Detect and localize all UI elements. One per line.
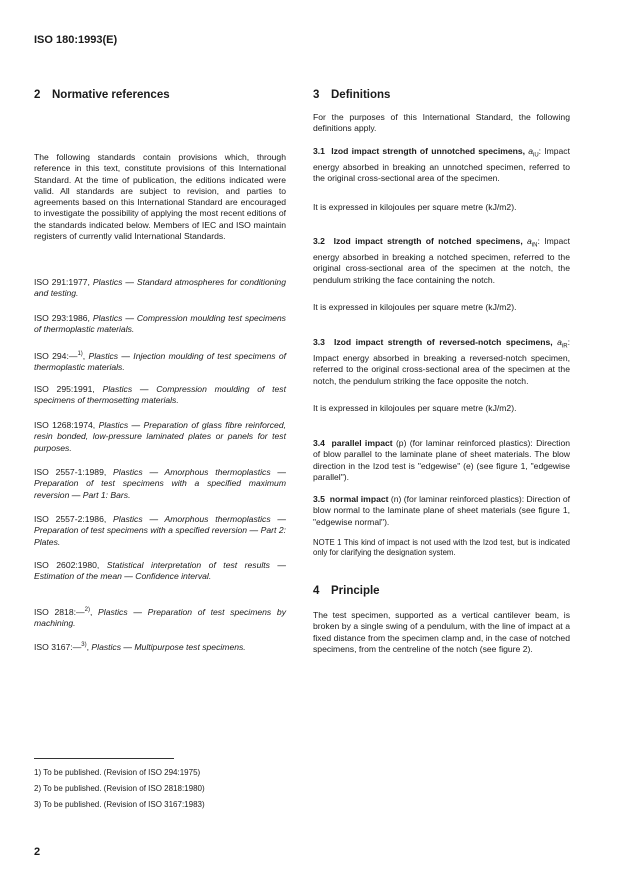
section-number: 3 — [313, 89, 320, 101]
clause-number: 3.5 — [313, 494, 325, 504]
clause-text: (p) (for laminar reinforced plastics): Direction of blow parallel to the laminate plane of sheet materials. The blow direction in the Izod test is "edgewise" (e) (see figure 1, "edgewise parallel"). — [313, 438, 570, 482]
clause-text: Impact energy absorbed in breaking a notched specimen, referred to the original cross-sectional area of the specimen at the notch, the pendulum striking the face containing the notch. — [313, 236, 570, 285]
clause-term: Izod impact strength of notched specimens, — [333, 236, 523, 246]
section-title: Definitions — [331, 89, 391, 101]
footnote-divider — [34, 758, 174, 759]
reference-number: ISO 2818:— — [34, 606, 85, 617]
page-number: 2 — [34, 846, 41, 858]
clause-term: parallel impact — [331, 438, 393, 448]
definition-3-5 — [313, 494, 570, 528]
reference-title: Plastics — Compression moulding test specimens of thermoplastic materials. — [34, 313, 286, 335]
reference-number: ISO 291:1977, — [34, 277, 90, 287]
symbol: a — [527, 236, 532, 246]
definition-3-1: 3.1 Izod impact strength of unnotched specimens, $a_{iU}$: Impact energy absorbed in breaking an unnotched specimen, referred to the original cross-sectional area of the specimen. — [313, 146, 570, 184]
reference-title: Plastics — Injection moulding of test specimens of thermoplastic materials. — [34, 350, 286, 373]
section-4-heading — [313, 586, 380, 597]
footnote-marker: 2) — [84, 607, 90, 613]
symbol-subscript: iU — [533, 152, 539, 159]
normative-reference — [34, 560, 286, 583]
normative-reference — [34, 514, 286, 548]
definition-3-4 — [313, 438, 570, 483]
normative-intro: The following standards contain provisions which, through reference in this text, constitute provisions of this International Standard. At the time of publication, the editions indicated were valid. All standards are subject to revision, and parties to agreements based on this International Standard are encouraged to investigate the possibility of applying the most recent editions of the standards indicated below. Members of IEC and ISO maintain registers of currently valid International Standards. — [34, 152, 286, 242]
normative-reference — [34, 277, 286, 300]
reference-number: ISO 3167:— — [34, 641, 82, 652]
normative-reference: ISO 3167:—$^{3)}$, Plastics — Multipurpose test specimens. — [34, 641, 246, 652]
normative-reference: ISO 294:—$^{1)}$, Plastics — Injection moulding of test specimens of thermoplastic materials. — [34, 350, 286, 373]
normative-reference: ISO 2818:—$^{2)}$, Plastics — Preparation of test specimens by machining. — [34, 606, 287, 629]
unit-text-3-2: It is expressed in kilojoules per square metre (kJ/m2). — [313, 302, 517, 312]
footnote-3: 3) To be published. (Revision of ISO 3167:1983) — [34, 800, 205, 809]
clause-text: (n) (for laminar reinforced plastics): Direction of blow normal to the laminate plane of sheet materials (see figure 1, "edgewise normal"). — [313, 494, 571, 527]
symbol: a — [528, 146, 533, 156]
reference-title: Plastics — Compression moulding of test specimens of thermosetting materials. — [34, 384, 286, 406]
reference-title: Plastics — Standard atmospheres for conditioning and testing. — [34, 277, 286, 299]
section-3-heading — [313, 90, 390, 101]
clause-text: Impact energy absorbed in breaking a reversed-notch specimen, referred to the original cross-sectional area of the specimen at the notch, the pendulum striking the face opposite the notch. — [313, 353, 570, 386]
reference-title: Statistical interpretation of test results — Estimation of the mean — Confidence interval. — [34, 560, 287, 582]
unit-text-3-3: It is expressed in kilojoules per square metre (kJ/m2). — [313, 403, 517, 413]
principle-text: The test specimen, supported as a vertical cantilever beam, is broken by a single swing of a pendulum, with the line of impact at a fixed distance from the specimen clamp and, in the case of notched specimens, from the centreline of the notch (see figure 2). — [313, 610, 570, 654]
definitions-intro: For the purposes of this International Standard, the following definitions apply. — [313, 112, 570, 134]
footnote-marker: 3) — [81, 642, 87, 648]
reference-number: ISO 293:1986, — [34, 313, 90, 323]
clause-number: 3.4 — [313, 438, 325, 448]
symbol-subscript: iN — [531, 242, 538, 249]
clause-number: 3.2 — [313, 236, 325, 246]
clause-term: Izod impact strength of reversed-notch specimens, — [333, 337, 553, 347]
footnote-2: 2) To be published. (Revision of ISO 2818:1980) — [34, 784, 205, 793]
note-1: NOTE 1 This kind of impact is not used with the Izod test, but is indicated only for clarifying the designation system. — [313, 538, 570, 557]
reference-title: Plastics — Amorphous thermoplastics — Preparation of test specimens with a specified maximum reversion — Part 1: Bars. — [34, 467, 287, 500]
section-2-heading — [34, 90, 170, 101]
reference-title: Plastics — Amorphous thermoplastics — Preparation of test specimens with a specified reversion — Part 2: Plates. — [34, 514, 287, 547]
reference-number: ISO 2602:1980, — [34, 560, 100, 570]
symbol: a — [557, 337, 562, 347]
reference-number: ISO 295:1991, — [34, 384, 95, 394]
clause-number: 3.3 — [313, 337, 325, 347]
clause-text: Impact energy absorbed in breaking an unnotched specimen, referred to the original cross-sectional area of the specimen. — [313, 146, 570, 184]
normative-reference — [34, 467, 286, 501]
reference-title: Plastics — Preparation of glass fibre reinforced, resin bonded, low-pressure laminated plates or panels for test purposes. — [34, 420, 287, 453]
definition-3-3: 3.3 Izod impact strength of reversed-notch specimens, $a_{iR}$: Impact energy absorbed in breaking a reversed-notch specimen, referred to the original cross-sectional area of the specimen at the notch, the pendulum striking the face opposite the notch. — [313, 337, 570, 386]
normative-reference — [34, 384, 286, 407]
reference-number: ISO 2557-1:1989, — [34, 467, 107, 477]
section-number: 2 — [34, 89, 41, 101]
definition-3-2: 3.2 Izod impact strength of notched specimens, $a_{iN}$: Impact energy absorbed in breaking a notched specimen, referred to the original cross-sectional area of the specimen at the notch, the pendulum striking the face containing the notch. — [313, 236, 570, 285]
symbol-subscript: iR — [561, 343, 568, 350]
reference-title: Plastics — Multipurpose test specimens. — [91, 641, 246, 652]
footnote-marker: 1) — [77, 351, 83, 357]
footnote-1: 1) To be published. (Revision of ISO 294:1975) — [34, 768, 201, 777]
unit-text-3-1: It is expressed in kilojoules per square metre (kJ/m2). — [313, 202, 517, 212]
document-id: ISO 180:1993(E) — [34, 34, 118, 46]
clause-term: normal impact — [329, 494, 389, 504]
section-number: 4 — [313, 585, 320, 597]
reference-number: ISO 2557-2:1986, — [34, 514, 107, 524]
reference-number: ISO 1268:1974, — [34, 420, 96, 430]
clause-term: Izod impact strength of unnotched specimens, — [331, 146, 526, 156]
clause-number: 3.1 — [313, 146, 325, 156]
section-title: Normative references — [52, 89, 170, 101]
section-title: Principle — [331, 585, 380, 597]
reference-title: Plastics — Preparation of test specimens by machining. — [34, 606, 287, 629]
reference-number: ISO 294:— — [34, 350, 78, 361]
normative-reference — [34, 313, 286, 336]
normative-reference — [34, 420, 286, 454]
